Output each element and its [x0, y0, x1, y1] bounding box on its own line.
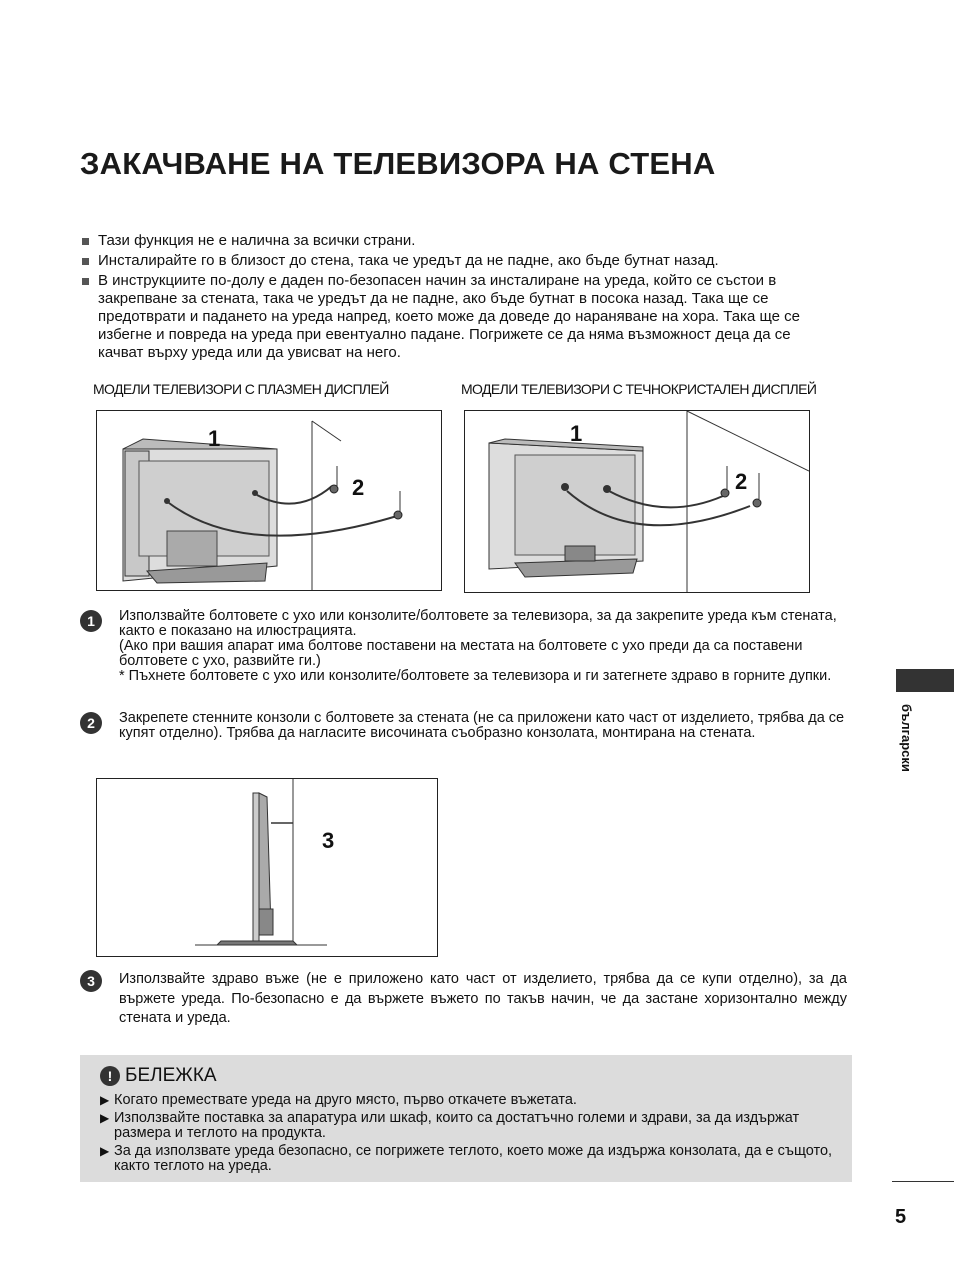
step-1-icon: 1	[80, 610, 102, 632]
language-label: български	[899, 704, 914, 772]
step-label-1: 1	[208, 426, 221, 451]
note-box	[80, 1055, 852, 1182]
note-title: ! БЕЛЕЖКА	[100, 1065, 217, 1087]
step-1-text: Използвайте болтовете с ухо или конзолите/болтовете за телевизора, за да закрепите уреда към стената, както е показано на илюстрацията. (Ако при вашия апарат има болтове поставени на местата на болтовете с ухо преди да са поставени болтовете с ухо, развийте ги.) * Пъхнете болтовете с ухо или конзолите/болтовете за телевизора и ги затегнете здраво в горните дупки.	[119, 608, 837, 684]
lcd-wall-mount-illustration	[464, 410, 810, 593]
plasma-figure-caption: МОДЕЛИ ТЕЛЕВИЗОРИ С ПЛАЗМЕН ДИСПЛЕЙ	[93, 381, 389, 397]
triangle-bullet-icon: ▶	[100, 1093, 110, 1107]
step-label-3: 3	[322, 828, 335, 853]
list-item: В инструкциите по-долу е даден по-безопасен начин за инсталиране на уреда, който се състои в закрепване за стената, така че уредът да не падне, ако бъде бутнат в посока назад. Така ще се предотврати и падането на уреда напред, което може да доведе до нараняване на хора. Така ще се избегне и повреда на уреда при евентуално падане. Погрижете се да няма възможност деца да се качват върху уреда или да увисват на него.	[80, 272, 840, 362]
intro-bullet-list	[80, 232, 840, 364]
page-title: ЗАКАЧВАНЕ НА ТЕЛЕВИЗОРА НА СТЕНА	[80, 146, 716, 181]
list-item: Тази функция не е налична за всички страни.	[80, 232, 840, 250]
side-view-illustration	[96, 778, 438, 957]
step-3-text: Използвайте здраво въже (не е приложено като част от изделието, трябва да се купи отделно), за да вържете уреда. По-безопасно е да вържете въжето по такъв начин, че да застане хоризонтално между стената и уреда.	[119, 971, 847, 1026]
square-bullet-icon	[82, 238, 89, 245]
square-bullet-icon	[82, 258, 89, 265]
lcd-figure-caption: МОДЕЛИ ТЕЛЕВИЗОРИ С ТЕЧНОКРИСТАЛЕН ДИСПЛЕЙ	[461, 381, 817, 397]
step-label-2: 2	[352, 475, 365, 500]
side-view-drawing	[97, 779, 437, 956]
list-item: Инсталирайте го в близост до стена, така че уредът да не падне, ако бъде бутнат назад.	[80, 252, 840, 270]
step-label-2: 2	[735, 469, 748, 494]
step-3-icon: 3	[80, 970, 102, 992]
list-item: ▶ За да използвате уреда безопасно, се погрижете теглото, което може да издържа конзолата, да е същото, както теглото на уреда.	[100, 1143, 833, 1174]
triangle-bullet-icon: ▶	[100, 1144, 110, 1158]
page-number: 5	[895, 1206, 907, 1228]
list-item: ▶ Когато премествате уреда на друго място, първо откачете въжетата.	[100, 1092, 577, 1108]
language-tab	[896, 669, 954, 692]
footer-divider	[892, 1181, 954, 1182]
lcd-tv-drawing	[465, 411, 809, 592]
plasma-wall-mount-illustration	[96, 410, 442, 591]
step-label-1: 1	[570, 421, 583, 446]
exclamation-icon: !	[100, 1066, 120, 1086]
list-item: ▶ Използвайте поставка за апаратура или шкаф, които са достатъчно големи и здрави, за да издържат размера и теглото на продукта.	[100, 1110, 800, 1141]
note-list	[100, 1093, 845, 1177]
plasma-tv-drawing	[97, 411, 441, 590]
triangle-bullet-icon: ▶	[100, 1111, 110, 1125]
square-bullet-icon	[82, 278, 89, 285]
step-2-text: Закрепете стенните конзоли с болтовете за стената (не са приложени като част от изделието, трябва да се купят отделно). Трябва да нагласите височината съобразно конзолата, монтирана на стената.	[119, 710, 845, 741]
step-2-icon: 2	[80, 712, 102, 734]
